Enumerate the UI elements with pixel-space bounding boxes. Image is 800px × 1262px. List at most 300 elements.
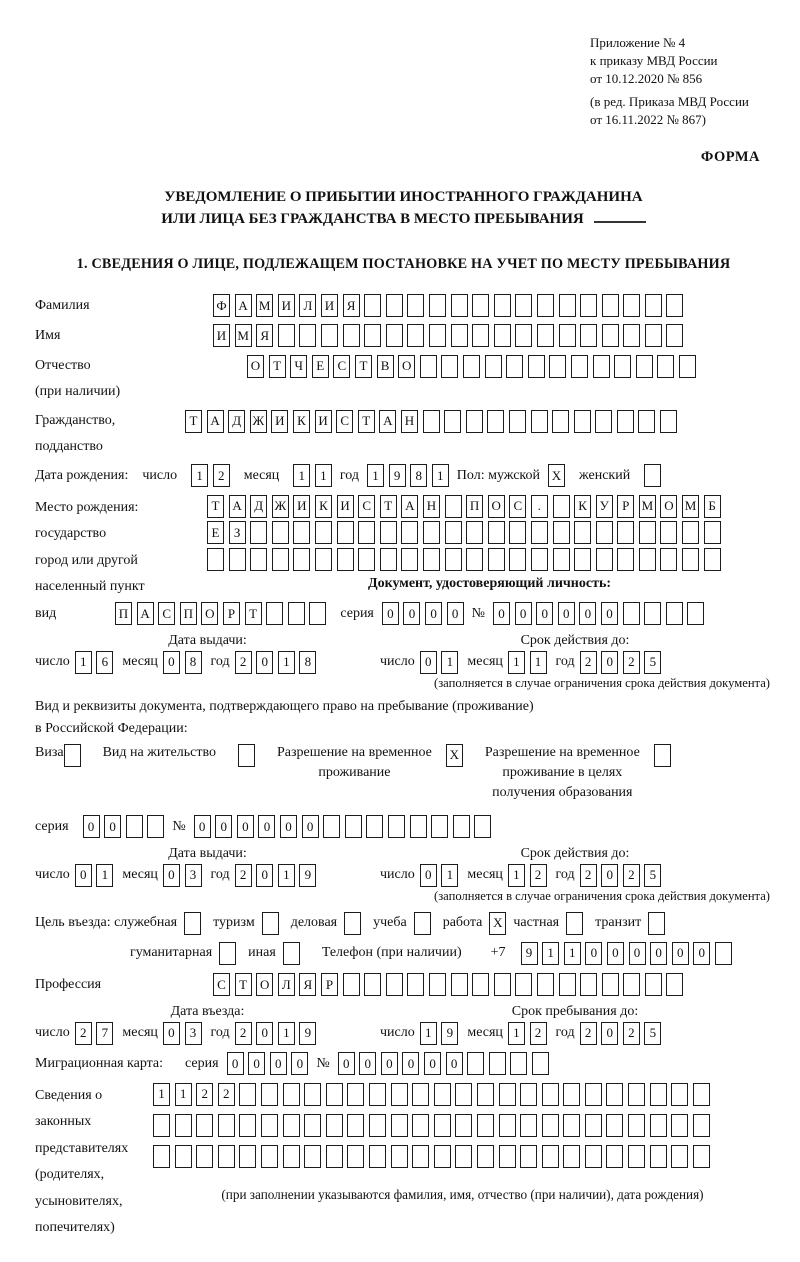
char-cell[interactable]: О (660, 495, 677, 518)
char-cell[interactable] (304, 1114, 321, 1137)
char-cell[interactable] (553, 548, 570, 571)
char-cell[interactable]: 2 (235, 651, 252, 674)
char-cell[interactable] (472, 294, 489, 317)
char-cell[interactable]: Р (321, 973, 338, 996)
char-cell[interactable]: 1 (315, 464, 332, 487)
char-cell[interactable] (147, 815, 164, 838)
char-cell[interactable] (580, 294, 597, 317)
char-cell[interactable]: 0 (424, 1052, 441, 1075)
char-cell[interactable] (358, 521, 375, 544)
phone-input[interactable] (521, 942, 732, 965)
char-cell[interactable] (682, 521, 699, 544)
char-cell[interactable]: 3 (185, 864, 202, 887)
char-cell[interactable] (380, 548, 397, 571)
char-cell[interactable] (693, 1114, 710, 1137)
char-cell[interactable]: 1 (278, 1022, 295, 1045)
char-cell[interactable] (542, 1114, 559, 1137)
char-cell[interactable] (326, 1114, 343, 1137)
char-cell[interactable] (184, 912, 201, 935)
representatives-row3-input[interactable] (153, 1145, 772, 1168)
char-cell[interactable] (509, 521, 526, 544)
char-cell[interactable] (617, 521, 634, 544)
char-cell[interactable] (552, 410, 569, 433)
char-cell[interactable] (666, 973, 683, 996)
char-cell[interactable] (344, 912, 361, 935)
char-cell[interactable] (347, 1083, 364, 1106)
char-cell[interactable] (571, 355, 588, 378)
char-cell[interactable]: 1 (564, 942, 581, 965)
char-cell[interactable] (64, 744, 81, 767)
char-cell[interactable] (602, 294, 619, 317)
char-cell[interactable]: Ч (290, 355, 307, 378)
char-cell[interactable] (515, 324, 532, 347)
char-cell[interactable]: 2 (580, 1022, 597, 1045)
char-cell[interactable] (638, 410, 655, 433)
char-cell[interactable]: И (293, 495, 310, 518)
patronymic-input[interactable] (247, 355, 696, 378)
char-cell[interactable] (666, 324, 683, 347)
char-cell[interactable] (645, 973, 662, 996)
char-cell[interactable] (272, 521, 289, 544)
char-cell[interactable] (472, 973, 489, 996)
char-cell[interactable] (423, 410, 440, 433)
identity-issue-month[interactable] (163, 651, 202, 674)
char-cell[interactable] (366, 815, 383, 838)
char-cell[interactable] (429, 973, 446, 996)
char-cell[interactable]: 0 (693, 942, 710, 965)
char-cell[interactable] (515, 973, 532, 996)
representatives-row2-input[interactable] (153, 1114, 772, 1137)
char-cell[interactable]: И (315, 410, 332, 433)
char-cell[interactable] (467, 1052, 484, 1075)
char-cell[interactable] (515, 294, 532, 317)
char-cell[interactable]: 0 (83, 815, 100, 838)
char-cell[interactable]: О (201, 602, 218, 625)
char-cell[interactable]: 0 (672, 942, 689, 965)
char-cell[interactable] (623, 973, 640, 996)
char-cell[interactable]: 0 (302, 815, 319, 838)
doc-kind-input[interactable] (115, 602, 326, 625)
char-cell[interactable] (474, 815, 491, 838)
char-cell[interactable] (537, 324, 554, 347)
char-cell[interactable] (666, 294, 683, 317)
residence-issue-year[interactable] (235, 864, 317, 887)
char-cell[interactable]: 8 (299, 651, 316, 674)
surname-input[interactable] (213, 294, 683, 317)
char-cell[interactable] (445, 495, 462, 518)
birthplace-row2-input[interactable] (207, 521, 772, 544)
char-cell[interactable] (549, 355, 566, 378)
char-cell[interactable] (293, 548, 310, 571)
char-cell[interactable]: К (293, 410, 310, 433)
char-cell[interactable] (219, 942, 236, 965)
char-cell[interactable] (477, 1083, 494, 1106)
char-cell[interactable]: 1 (432, 464, 449, 487)
char-cell[interactable] (596, 548, 613, 571)
char-cell[interactable] (434, 1083, 451, 1106)
char-cell[interactable] (679, 355, 696, 378)
char-cell[interactable]: 0 (536, 602, 553, 625)
char-cell[interactable] (229, 548, 246, 571)
char-cell[interactable] (636, 355, 653, 378)
char-cell[interactable]: 8 (410, 464, 427, 487)
char-cell[interactable] (412, 1083, 429, 1106)
char-cell[interactable] (288, 602, 305, 625)
char-cell[interactable] (429, 294, 446, 317)
char-cell[interactable]: З (229, 521, 246, 544)
char-cell[interactable]: О (256, 973, 273, 996)
char-cell[interactable]: Ж (250, 410, 267, 433)
char-cell[interactable]: 1 (508, 651, 525, 674)
char-cell[interactable]: С (158, 602, 175, 625)
char-cell[interactable]: 2 (196, 1083, 213, 1106)
char-cell[interactable]: 0 (585, 942, 602, 965)
char-cell[interactable]: И (278, 294, 295, 317)
char-cell[interactable]: 1 (75, 651, 92, 674)
char-cell[interactable] (563, 1145, 580, 1168)
char-cell[interactable]: 0 (446, 1052, 463, 1075)
char-cell[interactable]: Ж (272, 495, 289, 518)
char-cell[interactable]: Я (299, 973, 316, 996)
char-cell[interactable] (466, 548, 483, 571)
char-cell[interactable]: 0 (420, 864, 437, 887)
char-cell[interactable]: 1 (441, 864, 458, 887)
char-cell[interactable] (606, 1114, 623, 1137)
char-cell[interactable] (126, 815, 143, 838)
char-cell[interactable]: М (235, 324, 252, 347)
char-cell[interactable]: 0 (382, 602, 399, 625)
residence-number-input[interactable] (194, 815, 492, 838)
char-cell[interactable] (175, 1145, 192, 1168)
representatives-row1-input[interactable] (153, 1083, 772, 1106)
char-cell[interactable] (542, 1145, 559, 1168)
char-cell[interactable]: . (531, 495, 548, 518)
char-cell[interactable]: Т (355, 355, 372, 378)
char-cell[interactable] (304, 1083, 321, 1106)
char-cell[interactable]: 2 (213, 464, 230, 487)
char-cell[interactable]: 0 (601, 864, 618, 887)
char-cell[interactable] (574, 548, 591, 571)
char-cell[interactable]: 0 (447, 602, 464, 625)
purpose-study-checkbox[interactable] (414, 912, 431, 935)
char-cell[interactable]: А (207, 410, 224, 433)
char-cell[interactable]: 0 (291, 1052, 308, 1075)
char-cell[interactable] (364, 973, 381, 996)
char-cell[interactable] (494, 973, 511, 996)
char-cell[interactable] (520, 1083, 537, 1106)
char-cell[interactable] (434, 1145, 451, 1168)
identity-expiry-year[interactable] (580, 651, 662, 674)
sex-female-checkbox[interactable] (644, 464, 661, 487)
char-cell[interactable] (369, 1145, 386, 1168)
char-cell[interactable] (153, 1114, 170, 1137)
char-cell[interactable] (602, 973, 619, 996)
char-cell[interactable] (528, 355, 545, 378)
char-cell[interactable] (444, 410, 461, 433)
purpose-work-checkbox[interactable] (489, 912, 506, 935)
char-cell[interactable]: 0 (381, 1052, 398, 1075)
char-cell[interactable] (423, 521, 440, 544)
char-cell[interactable]: 1 (153, 1083, 170, 1106)
char-cell[interactable] (207, 548, 224, 571)
char-cell[interactable] (391, 1114, 408, 1137)
char-cell[interactable]: Я (256, 324, 273, 347)
char-cell[interactable]: 5 (644, 1022, 661, 1045)
char-cell[interactable] (537, 294, 554, 317)
purpose-private-checkbox[interactable] (566, 912, 583, 935)
char-cell[interactable]: 2 (530, 864, 547, 887)
char-cell[interactable] (559, 973, 576, 996)
char-cell[interactable]: X (548, 464, 565, 487)
char-cell[interactable]: 0 (601, 602, 618, 625)
char-cell[interactable]: А (401, 495, 418, 518)
char-cell[interactable] (644, 464, 661, 487)
char-cell[interactable] (445, 521, 462, 544)
char-cell[interactable] (563, 1114, 580, 1137)
char-cell[interactable] (239, 1083, 256, 1106)
char-cell[interactable]: 0 (227, 1052, 244, 1075)
char-cell[interactable] (345, 815, 362, 838)
char-cell[interactable] (407, 973, 424, 996)
char-cell[interactable]: 1 (278, 864, 295, 887)
char-cell[interactable] (323, 815, 340, 838)
char-cell[interactable]: 9 (521, 942, 538, 965)
char-cell[interactable] (153, 1145, 170, 1168)
char-cell[interactable] (485, 355, 502, 378)
char-cell[interactable] (488, 548, 505, 571)
char-cell[interactable] (693, 1145, 710, 1168)
char-cell[interactable] (347, 1114, 364, 1137)
char-cell[interactable] (431, 815, 448, 838)
char-cell[interactable]: Я (343, 294, 360, 317)
char-cell[interactable]: С (358, 495, 375, 518)
char-cell[interactable] (585, 1083, 602, 1106)
char-cell[interactable] (542, 1083, 559, 1106)
char-cell[interactable] (455, 1083, 472, 1106)
entry-year[interactable] (235, 1022, 317, 1045)
char-cell[interactable]: 8 (185, 651, 202, 674)
doc-number-input[interactable] (493, 602, 704, 625)
char-cell[interactable]: О (247, 355, 264, 378)
char-cell[interactable]: 2 (580, 864, 597, 887)
char-cell[interactable] (250, 548, 267, 571)
purpose-humanitarian-checkbox[interactable] (219, 942, 236, 965)
char-cell[interactable] (650, 1114, 667, 1137)
char-cell[interactable] (553, 521, 570, 544)
citizenship-input[interactable] (185, 410, 677, 433)
char-cell[interactable]: И (271, 410, 288, 433)
char-cell[interactable]: Д (228, 410, 245, 433)
doc-series-input[interactable] (382, 602, 464, 625)
char-cell[interactable]: 0 (601, 651, 618, 674)
migration-series-input[interactable] (227, 1052, 309, 1075)
char-cell[interactable]: Б (704, 495, 721, 518)
char-cell[interactable]: 2 (623, 1022, 640, 1045)
char-cell[interactable] (261, 1145, 278, 1168)
char-cell[interactable]: А (379, 410, 396, 433)
char-cell[interactable] (715, 942, 732, 965)
char-cell[interactable]: 1 (191, 464, 208, 487)
char-cell[interactable]: 7 (96, 1022, 113, 1045)
char-cell[interactable] (623, 602, 640, 625)
char-cell[interactable]: 2 (235, 864, 252, 887)
char-cell[interactable] (660, 521, 677, 544)
char-cell[interactable] (369, 1083, 386, 1106)
char-cell[interactable] (639, 521, 656, 544)
char-cell[interactable] (488, 521, 505, 544)
char-cell[interactable] (645, 324, 662, 347)
char-cell[interactable]: X (446, 744, 463, 767)
char-cell[interactable]: А (137, 602, 154, 625)
char-cell[interactable]: 2 (235, 1022, 252, 1045)
char-cell[interactable] (455, 1114, 472, 1137)
char-cell[interactable]: Т (358, 410, 375, 433)
char-cell[interactable] (477, 1114, 494, 1137)
identity-issue-year[interactable] (235, 651, 317, 674)
char-cell[interactable]: 0 (256, 651, 273, 674)
char-cell[interactable] (657, 355, 674, 378)
char-cell[interactable]: 0 (256, 1022, 273, 1045)
firstname-input[interactable] (213, 324, 683, 347)
char-cell[interactable]: Е (312, 355, 329, 378)
char-cell[interactable] (358, 548, 375, 571)
char-cell[interactable] (239, 1145, 256, 1168)
char-cell[interactable] (660, 410, 677, 433)
char-cell[interactable]: 2 (580, 651, 597, 674)
temp-residence-checkbox[interactable] (446, 744, 463, 767)
char-cell[interactable] (380, 521, 397, 544)
char-cell[interactable] (693, 1083, 710, 1106)
char-cell[interactable] (453, 815, 470, 838)
char-cell[interactable]: 1 (175, 1083, 192, 1106)
char-cell[interactable]: Д (250, 495, 267, 518)
char-cell[interactable] (266, 602, 283, 625)
char-cell[interactable] (671, 1145, 688, 1168)
char-cell[interactable] (401, 521, 418, 544)
char-cell[interactable] (238, 744, 255, 767)
stay-month[interactable] (508, 1022, 547, 1045)
char-cell[interactable]: У (596, 495, 613, 518)
char-cell[interactable] (487, 410, 504, 433)
char-cell[interactable]: Е (207, 521, 224, 544)
char-cell[interactable]: С (509, 495, 526, 518)
char-cell[interactable] (388, 815, 405, 838)
residence-series-input[interactable] (83, 815, 165, 838)
char-cell[interactable]: 0 (402, 1052, 419, 1075)
char-cell[interactable] (687, 602, 704, 625)
char-cell[interactable]: 2 (218, 1083, 235, 1106)
char-cell[interactable] (299, 324, 316, 347)
char-cell[interactable] (566, 912, 583, 935)
char-cell[interactable] (520, 1114, 537, 1137)
char-cell[interactable]: Л (278, 973, 295, 996)
char-cell[interactable] (644, 602, 661, 625)
char-cell[interactable] (321, 324, 338, 347)
char-cell[interactable]: 0 (359, 1052, 376, 1075)
char-cell[interactable]: 0 (515, 602, 532, 625)
char-cell[interactable] (218, 1145, 235, 1168)
char-cell[interactable] (648, 912, 665, 935)
char-cell[interactable]: X (489, 912, 506, 935)
char-cell[interactable] (343, 324, 360, 347)
char-cell[interactable] (499, 1083, 516, 1106)
char-cell[interactable]: Р (223, 602, 240, 625)
char-cell[interactable]: 0 (425, 602, 442, 625)
char-cell[interactable] (650, 1083, 667, 1106)
char-cell[interactable] (445, 548, 462, 571)
char-cell[interactable] (531, 521, 548, 544)
char-cell[interactable] (309, 602, 326, 625)
char-cell[interactable]: 5 (644, 864, 661, 887)
char-cell[interactable] (477, 1145, 494, 1168)
char-cell[interactable] (671, 1114, 688, 1137)
birthplace-row3-input[interactable] (207, 548, 772, 571)
char-cell[interactable] (451, 973, 468, 996)
char-cell[interactable]: Т (269, 355, 286, 378)
char-cell[interactable] (585, 1145, 602, 1168)
char-cell[interactable]: 1 (278, 651, 295, 674)
entry-month[interactable] (163, 1022, 202, 1045)
char-cell[interactable]: И (321, 294, 338, 317)
char-cell[interactable] (645, 294, 662, 317)
char-cell[interactable] (262, 912, 279, 935)
char-cell[interactable] (660, 548, 677, 571)
char-cell[interactable] (463, 355, 480, 378)
char-cell[interactable] (506, 355, 523, 378)
char-cell[interactable] (343, 973, 360, 996)
char-cell[interactable] (414, 912, 431, 935)
char-cell[interactable] (494, 324, 511, 347)
char-cell[interactable]: 0 (248, 1052, 265, 1075)
profession-input[interactable] (213, 973, 683, 996)
char-cell[interactable]: 0 (650, 942, 667, 965)
char-cell[interactable]: 6 (96, 651, 113, 674)
purpose-tourism-checkbox[interactable] (262, 912, 279, 935)
char-cell[interactable] (364, 294, 381, 317)
char-cell[interactable]: П (466, 495, 483, 518)
char-cell[interactable] (315, 548, 332, 571)
char-cell[interactable] (628, 1145, 645, 1168)
char-cell[interactable] (671, 1083, 688, 1106)
char-cell[interactable]: 1 (508, 864, 525, 887)
char-cell[interactable] (278, 324, 295, 347)
char-cell[interactable]: Т (380, 495, 397, 518)
char-cell[interactable]: Т (235, 973, 252, 996)
char-cell[interactable]: 9 (389, 464, 406, 487)
char-cell[interactable] (407, 294, 424, 317)
identity-expiry-month[interactable] (508, 651, 547, 674)
char-cell[interactable]: О (398, 355, 415, 378)
identity-expiry-day[interactable] (420, 651, 459, 674)
char-cell[interactable]: 9 (441, 1022, 458, 1045)
char-cell[interactable] (451, 324, 468, 347)
char-cell[interactable] (499, 1114, 516, 1137)
char-cell[interactable] (283, 1114, 300, 1137)
char-cell[interactable]: 0 (237, 815, 254, 838)
char-cell[interactable]: 1 (293, 464, 310, 487)
char-cell[interactable] (326, 1083, 343, 1106)
char-cell[interactable] (628, 1083, 645, 1106)
char-cell[interactable] (559, 294, 576, 317)
char-cell[interactable]: В (377, 355, 394, 378)
purpose-transit-checkbox[interactable] (648, 912, 665, 935)
birth-year-input[interactable] (367, 464, 449, 487)
char-cell[interactable] (386, 324, 403, 347)
char-cell[interactable]: Н (423, 495, 440, 518)
char-cell[interactable]: 2 (623, 864, 640, 887)
temp-residence-edu-checkbox[interactable] (654, 744, 671, 767)
char-cell[interactable] (563, 1083, 580, 1106)
